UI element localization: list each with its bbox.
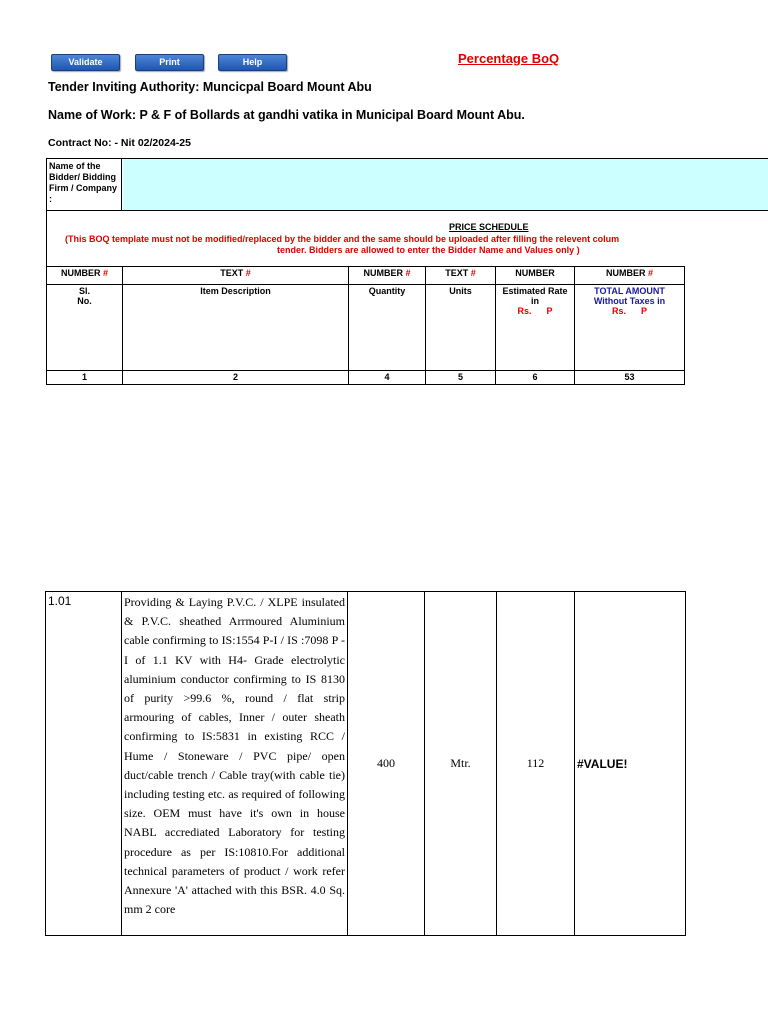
column-number-cell: 4 xyxy=(349,371,426,385)
item-quantity[interactable]: 400 xyxy=(348,592,425,936)
bidder-name-input[interactable] xyxy=(123,159,768,210)
header-total-amount: TOTAL AMOUNT Without Taxes in Rs. P xyxy=(575,285,685,371)
price-schedule-note-line2: tender. Bidders are allowed to enter the Bidder Name and Values only ) xyxy=(277,245,580,255)
document-title: Percentage BoQ xyxy=(458,51,560,66)
name-of-work: Name of Work: P & F of Bollards at gandhi vatika in Municipal Board Mount Abu. xyxy=(48,108,525,122)
help-button[interactable]: Help xyxy=(218,54,287,71)
column-type-cell: NUMBER # xyxy=(575,267,685,285)
price-schedule-title: PRICE SCHEDULE xyxy=(449,222,529,232)
table-row xyxy=(46,592,686,936)
column-number-row xyxy=(47,371,685,385)
column-type-cell: NUMBER # xyxy=(349,267,426,285)
column-type-row xyxy=(47,267,685,285)
column-number-cell: 1 xyxy=(47,371,123,385)
item-total-amount: #VALUE! xyxy=(575,592,686,936)
bidder-name-row xyxy=(46,158,768,211)
price-schedule-note-line1: (This BOQ template must not be modified/replaced by the bidder and the same should be uploaded after filling the relevent colum xyxy=(65,234,620,244)
column-type-cell: TEXT # xyxy=(426,267,496,285)
validate-button[interactable]: Validate xyxy=(51,54,120,71)
column-type-cell: NUMBER xyxy=(496,267,575,285)
price-schedule-section xyxy=(46,211,768,266)
column-type-cell: NUMBER # xyxy=(47,267,123,285)
header-item-description: Item Description xyxy=(123,285,349,371)
item-sl-no: 1.01 xyxy=(46,592,122,936)
column-number-cell: 6 xyxy=(496,371,575,385)
header-estimated-rate: Estimated Rate in Rs. P xyxy=(496,285,575,371)
tender-authority: Tender Inviting Authority: Muncicpal Board Mount Abu xyxy=(48,80,372,94)
column-number-cell: 5 xyxy=(426,371,496,385)
item-description: Providing & Laying P.V.C. / XLPE insulated & P.V.C. sheathed Arrmoured Aluminium cable confirming to IS:1554 P-I / IS :7098 P - I of 1.1 KV with H4- Grade electrolytic aluminium conductor confirming to IS 8130 of purity >99.6 %, round / flat strip armouring of cables, Inner / outer sheath confirming to IS:5831 in existing RCC / Hume / Stoneware / PVC pipe/ open duct/cable trench / Cable tray(with cable tie) including testing etc. as required of following size. OEM must have it's own in house NABL accrediated Laboratory for testing procedure as per IS:10810.For additional technical parameters of product / work refer Annexure 'A' attached with this BSR. 4.0 Sq. mm 2 core xyxy=(122,592,348,936)
header-sl-no: Sl. No. xyxy=(47,285,123,371)
item-rate[interactable]: 112 xyxy=(497,592,575,936)
print-button[interactable]: Print xyxy=(135,54,204,71)
column-number-cell: 53 xyxy=(575,371,685,385)
item-unit: Mtr. xyxy=(425,592,497,936)
price-schedule-note xyxy=(47,234,768,256)
column-number-cell: 2 xyxy=(123,371,349,385)
column-header-row xyxy=(47,285,685,371)
column-type-cell: TEXT # xyxy=(123,267,349,285)
boq-header-table xyxy=(46,266,685,385)
header-units: Units xyxy=(426,285,496,371)
contract-number: Contract No: - Nit 02/2024-25 xyxy=(48,137,191,149)
boq-item-table xyxy=(45,591,686,936)
header-quantity: Quantity xyxy=(349,285,426,371)
bidder-name-label: Name of the Bidder/ Bidding Firm / Company : xyxy=(47,159,122,210)
